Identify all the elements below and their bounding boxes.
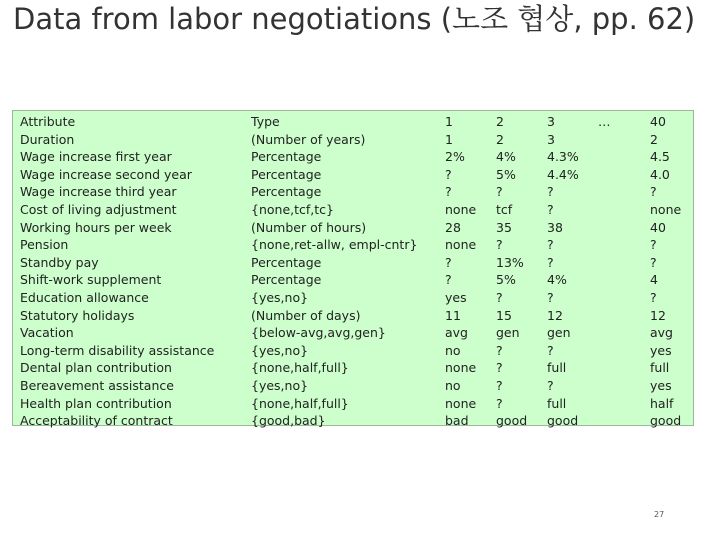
table-cell: yes (445, 289, 467, 305)
table-cell: full (547, 360, 567, 376)
table-cell: Bereavement assistance (20, 377, 174, 393)
table-cell: 4% (547, 272, 567, 288)
table-cell: none (650, 201, 682, 217)
table-cell: tcf (496, 201, 513, 217)
table-cell: ? (650, 184, 657, 200)
table-cell: ? (650, 254, 657, 270)
table-cell: 2% (445, 149, 465, 165)
table-cell: ? (496, 184, 503, 200)
table-cell: ? (445, 184, 452, 200)
page-number: 27 (654, 510, 665, 519)
slide-title: Data from labor negotiations (노조 협상, pp. 62) (13, 2, 696, 36)
table-cell: ? (547, 377, 554, 393)
table-cell: good (650, 413, 682, 429)
table-cell: Percentage (251, 149, 322, 165)
table-cell: ? (496, 360, 503, 376)
table-cell: 2 (650, 131, 658, 147)
column-header: 2 (496, 114, 504, 129)
table-cell: 2 (496, 131, 504, 147)
table-cell: 35 (496, 219, 512, 235)
table-cell: Vacation (20, 325, 74, 341)
table-cell: good (547, 413, 579, 429)
table-cell: Working hours per week (20, 219, 172, 235)
table-cell: {none,half,full} (251, 360, 349, 376)
column-header: Type (251, 114, 280, 129)
table-cell: Health plan contribution (20, 395, 172, 411)
table-cell: 11 (445, 307, 461, 323)
attribute-table (12, 110, 694, 429)
table-cell: 40 (650, 219, 666, 235)
column-header: 3 (547, 114, 555, 129)
table-cell: ? (650, 237, 657, 253)
table-cell: {none,half,full} (251, 395, 349, 411)
table-cell: ? (547, 237, 554, 253)
table-cell: avg (650, 325, 673, 341)
table-cell: 28 (445, 219, 461, 235)
table-cell: full (547, 395, 567, 411)
column-header: … (598, 114, 611, 129)
table-cell: 3 (547, 131, 555, 147)
table-cell: Cost of living adjustment (20, 201, 177, 217)
ellipsis-column (598, 113, 611, 131)
table-cell: {good,bad} (251, 413, 326, 429)
table-cell: Dental plan contribution (20, 360, 172, 376)
table-cell: ? (496, 377, 503, 393)
table-cell: ? (547, 342, 554, 358)
table-cell: ? (650, 289, 657, 305)
table-cell: none (445, 201, 477, 217)
table-cell: {none,tcf,tc} (251, 201, 334, 217)
instance-40-column (650, 113, 681, 430)
table-cell: bad (445, 413, 469, 429)
table-cell: ? (496, 395, 503, 411)
table-cell: 4.3% (547, 149, 579, 165)
attribute-column (20, 113, 214, 430)
table-cell: Percentage (251, 272, 322, 288)
type-column (251, 113, 417, 430)
table-cell: ? (547, 254, 554, 270)
table-cell: {yes,no} (251, 289, 309, 305)
table-cell: ? (445, 254, 452, 270)
table-cell: (Number of years) (251, 131, 366, 147)
table-cell: 12 (547, 307, 563, 323)
table-cell: {yes,no} (251, 377, 309, 393)
table-cell: Percentage (251, 254, 322, 270)
table-cell: 15 (496, 307, 512, 323)
table-cell: yes (650, 377, 672, 393)
table-cell: gen (496, 325, 520, 341)
table-cell: ? (547, 201, 554, 217)
table-cell: 12 (650, 307, 666, 323)
table-cell: good (496, 413, 528, 429)
table-cell: no (445, 377, 461, 393)
table-cell: ? (547, 184, 554, 200)
table-cell: 1 (445, 131, 453, 147)
table-cell: Shift-work supplement (20, 272, 162, 288)
instance-1-column (445, 113, 476, 430)
table-cell: ? (496, 289, 503, 305)
table-cell: Percentage (251, 184, 322, 200)
table-cell: ? (445, 166, 452, 182)
table-cell: Wage increase first year (20, 149, 172, 165)
table-cell: 38 (547, 219, 563, 235)
table-cell: ? (496, 237, 503, 253)
table-cell: no (445, 342, 461, 358)
table-cell: ? (445, 272, 452, 288)
column-header: 1 (445, 114, 453, 129)
table-cell: Duration (20, 131, 75, 147)
table-cell: Pension (20, 237, 69, 253)
table-cell: Long-term disability assistance (20, 342, 215, 358)
table-cell: 4.5 (650, 149, 670, 165)
instance-3-column (547, 113, 579, 430)
table-cell: none (445, 237, 477, 253)
table-cell: Standby pay (20, 254, 99, 270)
table-cell: none (445, 395, 477, 411)
table-cell: (Number of days) (251, 307, 361, 323)
table-cell: ? (547, 289, 554, 305)
table-cell: {none,ret-allw, empl-cntr} (251, 237, 418, 253)
instance-2-column (496, 113, 527, 430)
table-cell: full (650, 360, 670, 376)
table-cell: 13% (496, 254, 524, 270)
table-cell: Education allowance (20, 289, 149, 305)
table-cell: Acceptability of contract (20, 413, 173, 429)
column-header: 40 (650, 114, 666, 129)
table-cell: 5% (496, 272, 516, 288)
table-cell: ? (496, 342, 503, 358)
table-cell: {below-avg,avg,gen} (251, 325, 386, 341)
table-cell: gen (547, 325, 571, 341)
column-header: Attribute (20, 114, 76, 129)
table-cell: half (650, 395, 674, 411)
table-cell: 5% (496, 166, 516, 182)
table-cell: 4% (496, 149, 516, 165)
table-cell: 4.0 (650, 166, 670, 182)
table-cell: (Number of hours) (251, 219, 367, 235)
table-cell: {yes,no} (251, 342, 309, 358)
table-cell: Wage increase third year (20, 184, 177, 200)
table-cell: none (445, 360, 477, 376)
table-cell: 4.4% (547, 166, 579, 182)
table-cell: Statutory holidays (20, 307, 135, 323)
table-cell: Wage increase second year (20, 166, 192, 182)
table-cell: avg (445, 325, 468, 341)
table-cell: Percentage (251, 166, 322, 182)
table-cell: 4 (650, 272, 658, 288)
table-cell: yes (650, 342, 672, 358)
